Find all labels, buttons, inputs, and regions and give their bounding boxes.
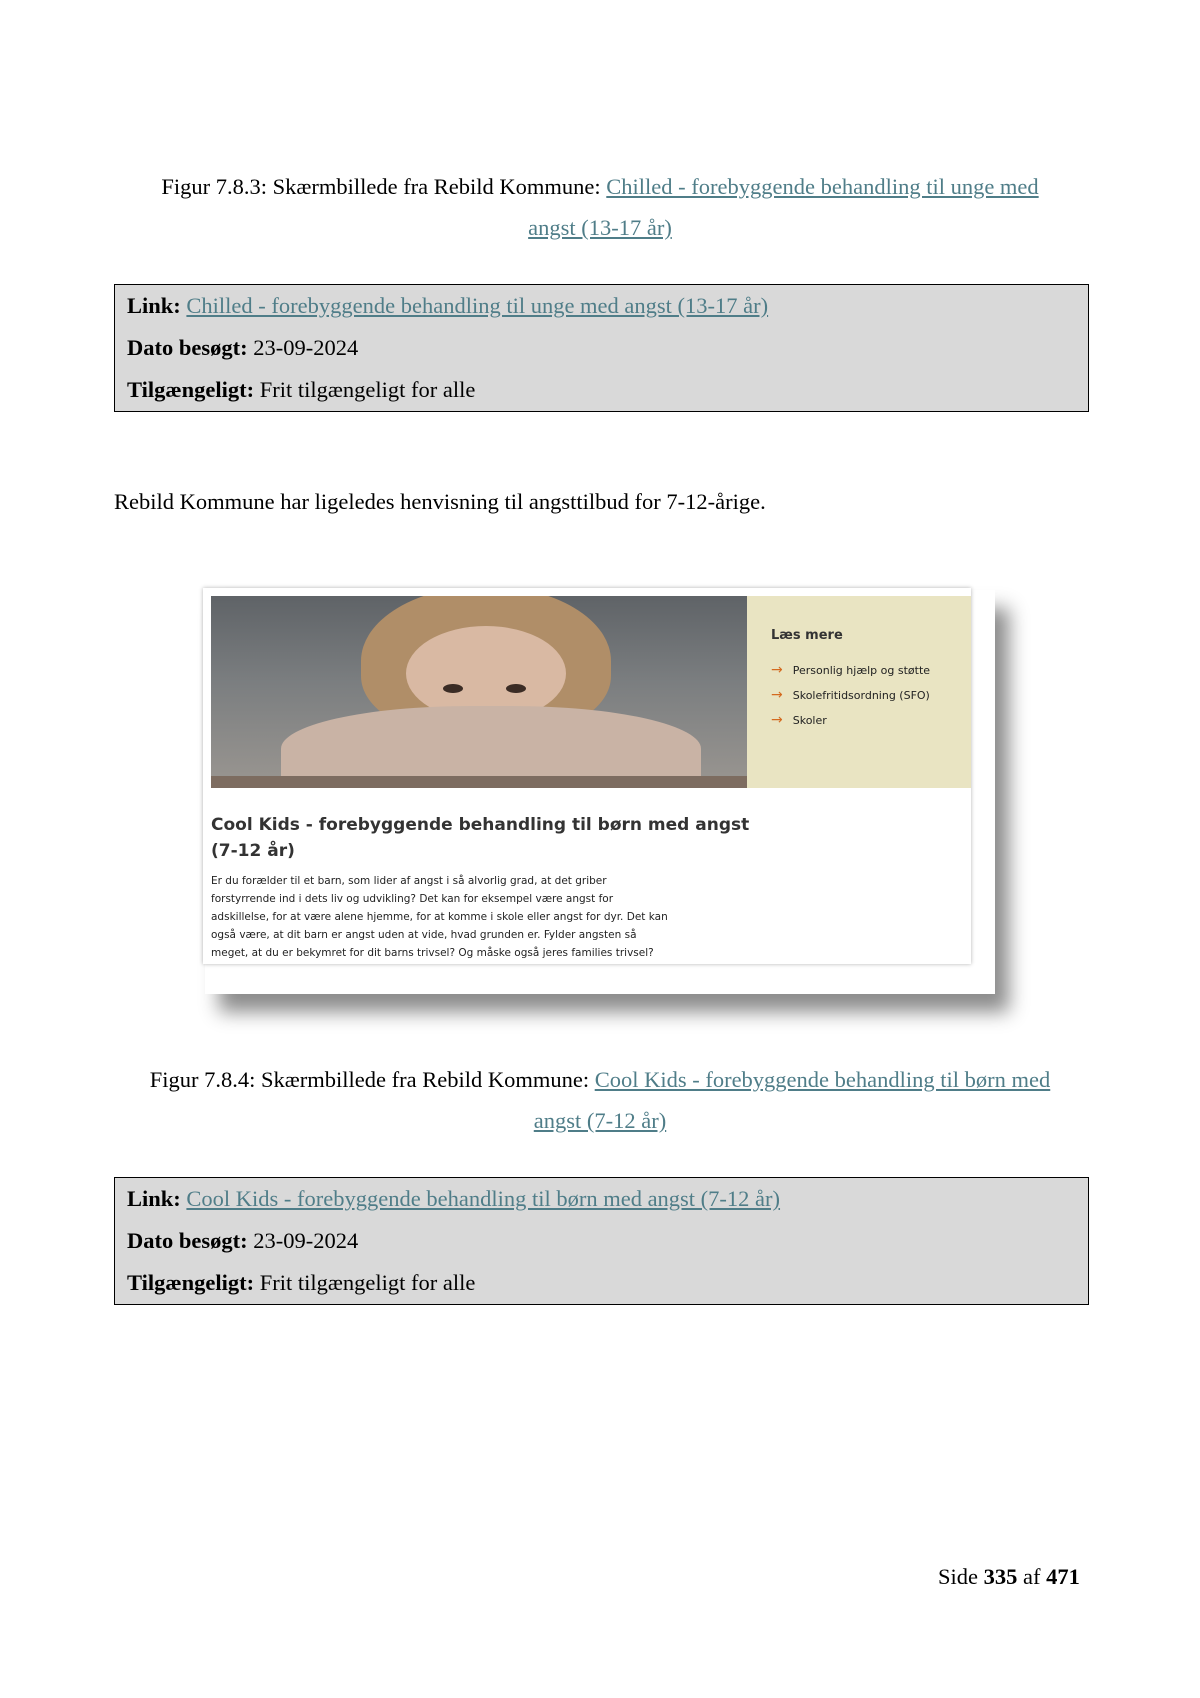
article-body: Er du forælder til et barn, som lider af angst i så alvorlig grad, at det griber forstyrrende ind i dets liv og udvikling? Det kan for eksempel være angst for adskillelse, for at være alene hjemme, for at komme i skole eller angst for dyr. Det kan også være, at dit barn er angst uden at vide, hvad grunden er. Fylder angsten så meget, at du er bekymret for dit barns trivsel? Og måske også jeres families trivsel? [211, 875, 668, 959]
sidebar-item[interactable]: → Skolefritidsordning (SFO) [771, 687, 930, 703]
access-label: Tilgængeligt: [127, 377, 255, 402]
arrow-right-icon: → [771, 712, 783, 728]
hero-photo [211, 596, 747, 788]
access-value: Frit tilgængeligt for alle [259, 1270, 476, 1295]
date-label: Dato besøgt: [127, 1228, 248, 1253]
article-title: Cool Kids - forebyggende behandling til børn med angst (7-12 år) [211, 815, 750, 861]
sidebar-item[interactable]: → Skoler [771, 712, 827, 728]
info-box [114, 284, 1089, 412]
date-value: 23-09-2024 [253, 335, 359, 360]
info-link[interactable]: Chilled - forebyggende behandling til unge med angst (13-17 år) [186, 293, 769, 318]
arrow-right-icon: → [771, 687, 783, 703]
embedded-screenshot [203, 588, 971, 964]
link-label: Link: [127, 1186, 181, 1211]
caption-link[interactable]: Chilled - forebyggende behandling til unge med angst (13-17 år) [528, 174, 1039, 240]
read-more-sidebar [747, 596, 971, 788]
body-paragraph: Rebild Kommune har ligeledes henvisning til angsttilbud for 7-12-årige. [114, 489, 766, 514]
caption-prefix: Figur 7.8.3: Skærmbillede fra Rebild Kommune: [161, 174, 607, 199]
caption-link[interactable]: Cool Kids - forebyggende behandling til børn med angst (7-12 år) [533, 1067, 1051, 1133]
date-value: 23-09-2024 [253, 1228, 359, 1253]
date-label: Dato besøgt: [127, 335, 248, 360]
page-number: Side 335 af 471 [938, 1564, 1080, 1589]
link-label: Link: [127, 293, 181, 318]
arrow-right-icon: → [771, 662, 783, 678]
info-box [114, 1177, 1089, 1305]
access-value: Frit tilgængeligt for alle [259, 377, 476, 402]
sidebar-item[interactable]: → Personlig hjælp og støtte [771, 662, 931, 678]
figure-caption-2 [110, 1059, 1090, 1141]
figure-caption-1 [110, 166, 1090, 248]
access-label: Tilgængeligt: [127, 1270, 255, 1295]
sidebar-heading: Læs mere [771, 628, 843, 643]
caption-prefix: Figur 7.8.4: Skærmbillede fra Rebild Kommune: [149, 1067, 595, 1092]
info-link[interactable]: Cool Kids - forebyggende behandling til børn med angst (7-12 år) [186, 1186, 781, 1211]
